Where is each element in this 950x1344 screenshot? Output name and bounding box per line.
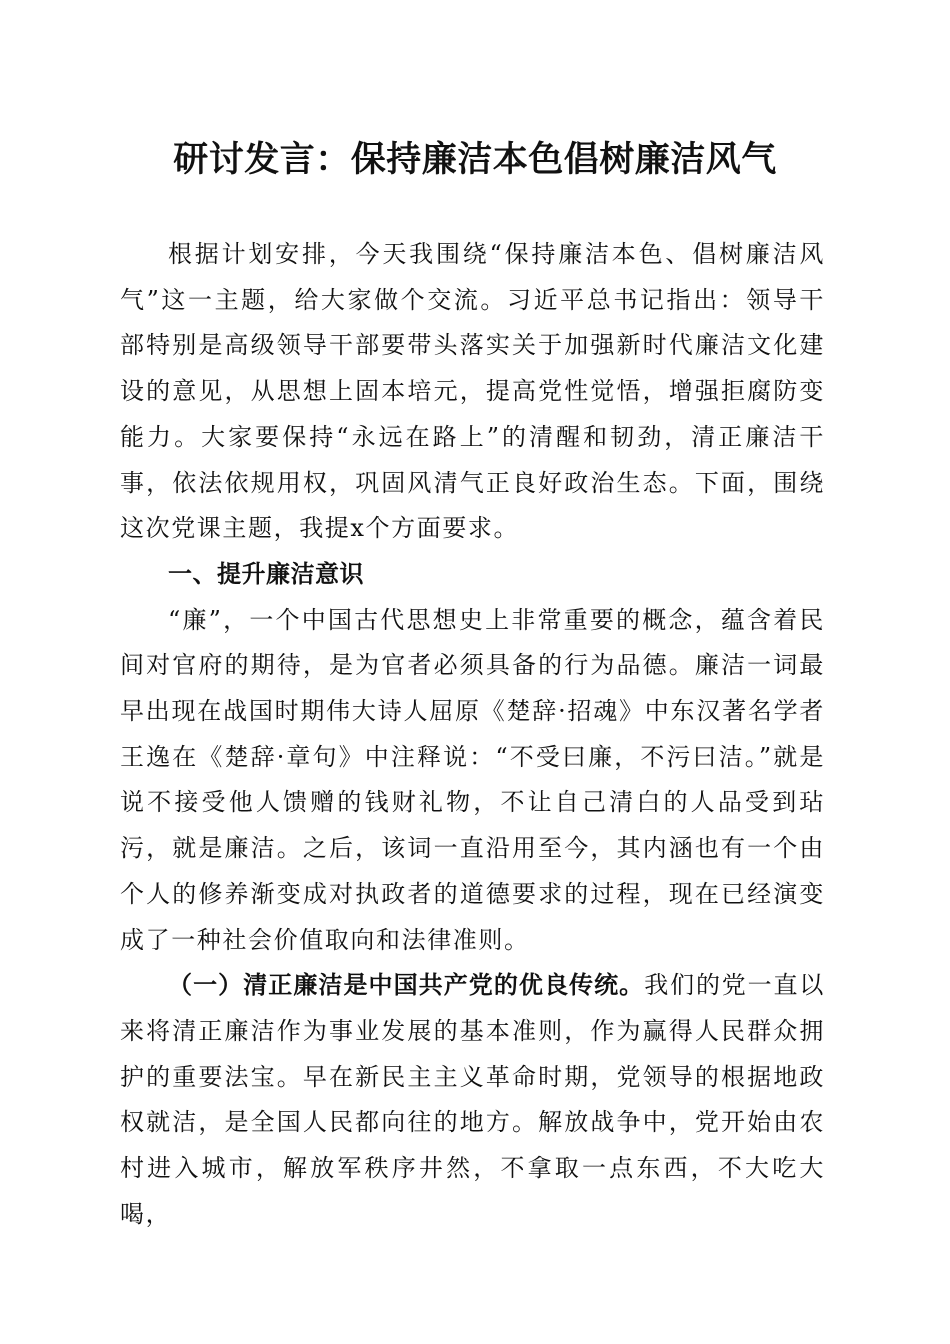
paragraph-tradition bbox=[120, 963, 825, 1237]
subsection-text-1: 我们的党一直以来将清正廉洁作为事业发展的基本准则，作为赢得人民群众拥护的重要法宝。早在新民主主义革命时期，党领导的根据地政权就洁，是全国人民都向往的地方。解放战争中，党开始由农村进入城市，解放军秩序井然，不拿取一点东西，不大吃大喝， bbox=[120, 971, 826, 1228]
document-title: 研讨发言：保持廉洁本色倡树廉洁风气 bbox=[173, 139, 777, 180]
paragraph-lian: “廉”，一个中国古代思想史上非常重要的概念，蕴含着民间对官府的期待，是为官者必须具备的行为品德。廉洁一词最早出现在战国时期伟大诗人屈原《楚辞·招魂》中东汉著名学者王逸在《楚辞·章句》中注释说：“不受曰廉，不污曰洁。”就是说不接受他人馈赠的钱财礼物，不让自己清白的人品受到玷污，就是廉洁。之后，该词一直沿用至今，其内涵也有一个由个人的修养渐变成对执政者的道德要求的过程，现在已经演变成了一种社会价值取向和法律准则。 bbox=[120, 605, 825, 954]
paragraph-intro: 根据计划安排，今天我围绕“保持廉洁本色、倡树廉洁风气”这一主题，给大家做个交流。习近平总书记指出：领导干部特别是高级领导干部要带头落实关于加强新时代廉洁文化建设的意见，从思想上固本培元，提高党性觉悟，增强拒腐防变能力。大家要保持“永远在路上”的清醒和韧劲，清正廉洁干事，依法依规用权，巩固风清气正良好政治生态。下面，围绕这次党课主题，我提x个方面要求。 bbox=[120, 240, 825, 543]
document-body bbox=[120, 232, 825, 1237]
subsection-lead-1: （一）清正廉洁是中国共产党的优良传统。 bbox=[168, 971, 645, 1000]
section-heading-1: 一、提升廉洁意识 bbox=[168, 559, 364, 588]
